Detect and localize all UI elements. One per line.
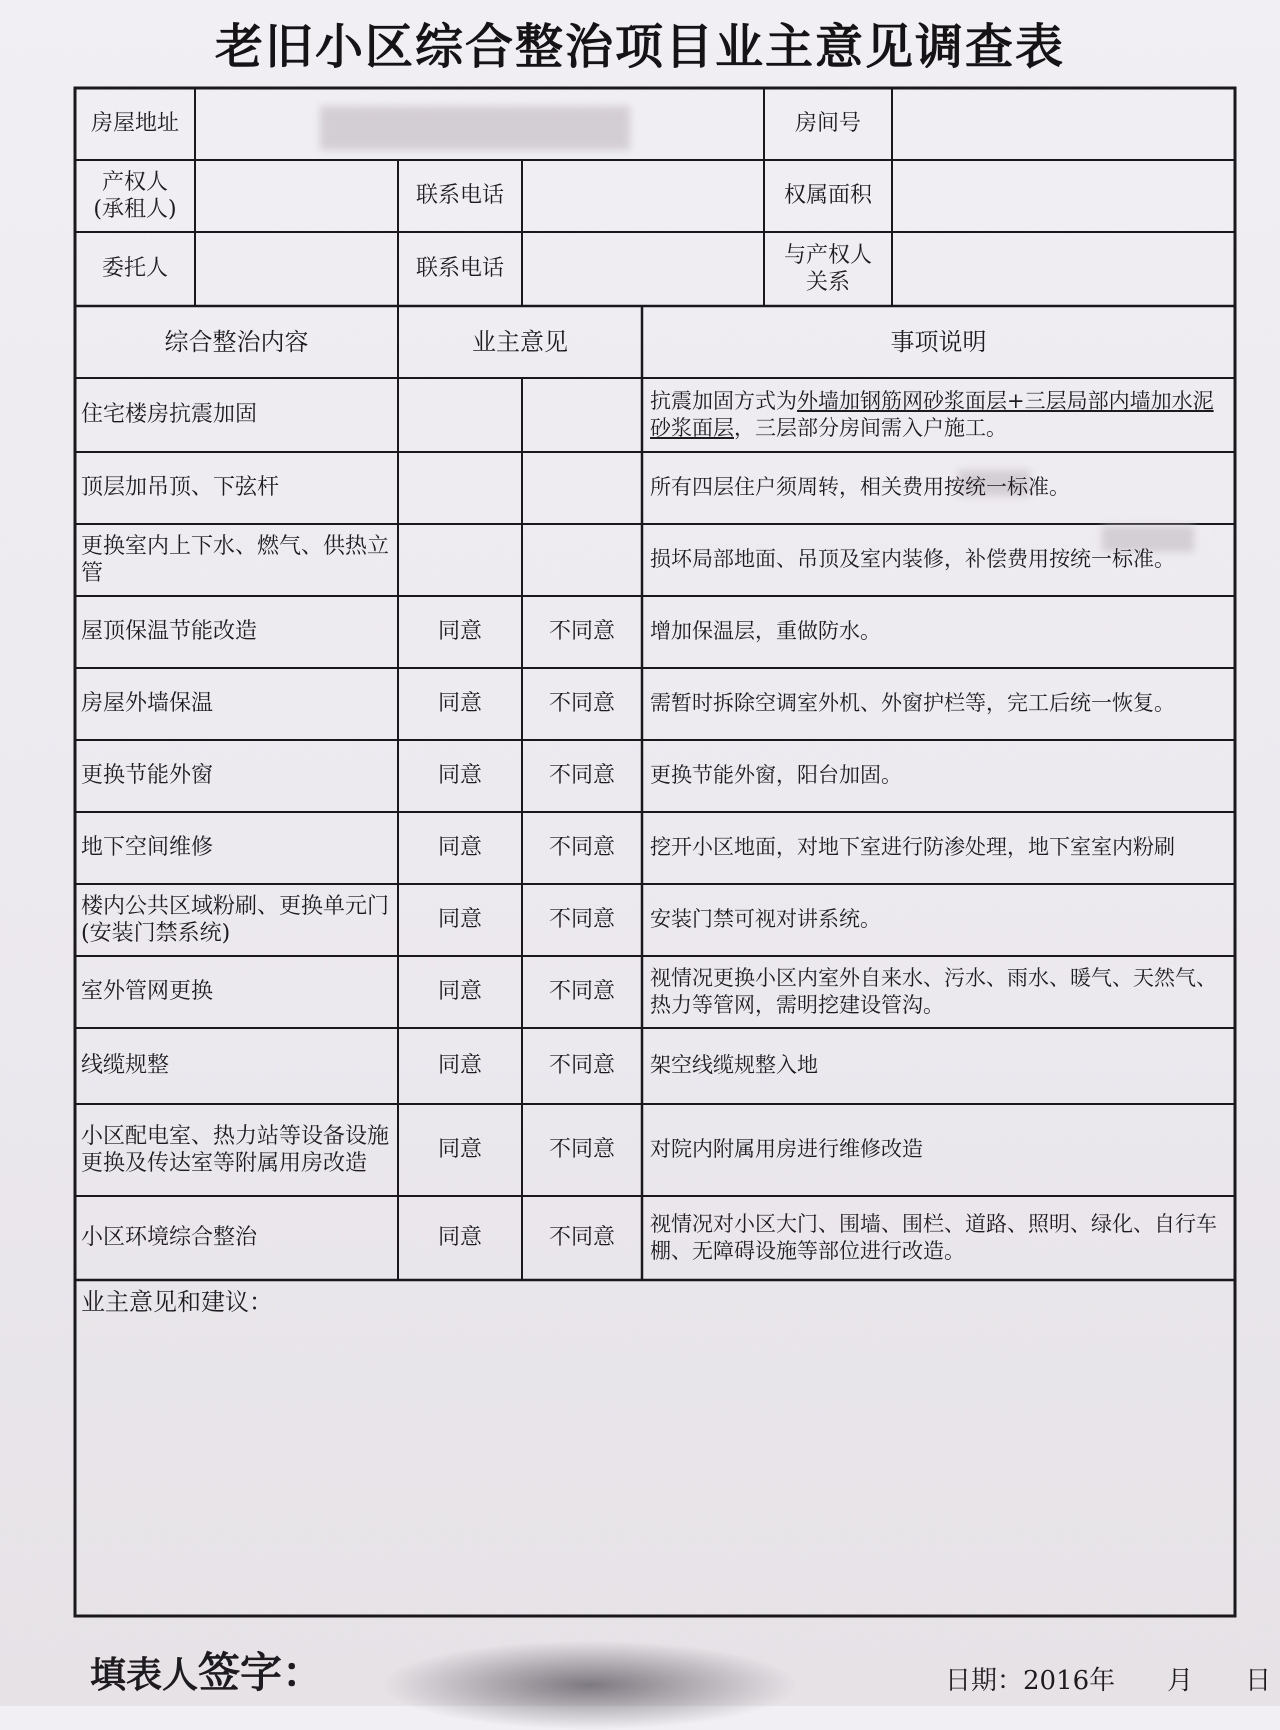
agree-option[interactable]: 同意 — [437, 763, 482, 789]
delegate-field[interactable] — [195, 232, 398, 306]
signature-label-a: 填表人 — [90, 1654, 199, 1696]
disagree-option[interactable]: 不同意 — [548, 1137, 615, 1163]
note-text-a: 损坏局部地面、吊顶及室内装修，补偿费用按 — [650, 547, 1070, 572]
item-note — [642, 1196, 1235, 1280]
column-header-content: 综合整治内容 — [164, 328, 309, 356]
date-label: 日期：2016年 月 日 — [945, 1666, 1272, 1696]
item-note — [642, 740, 1235, 812]
item-label: 小区环境综合整治 — [81, 1225, 258, 1251]
disagree-option[interactable]: 不同意 — [548, 691, 615, 717]
relation-label-line1: 与产权人 — [783, 242, 872, 268]
item-label: 线缆规整 — [81, 1053, 170, 1079]
item-label: 住宅楼房抗震加固 — [81, 402, 258, 428]
note-text-a: 对院内附属用房进行维修改造 — [650, 1137, 923, 1162]
note-text — [650, 762, 902, 789]
item-note — [642, 884, 1235, 956]
agree-option[interactable] — [398, 452, 522, 524]
item-note — [642, 812, 1235, 884]
item-note — [642, 1028, 1235, 1104]
agree-option[interactable]: 同意 — [437, 691, 482, 717]
item-label: 地下空间维修 — [81, 835, 214, 861]
phone-label-2: 联系电话 — [415, 256, 504, 282]
item-note — [642, 452, 1235, 524]
note-text — [650, 690, 1175, 717]
item-note — [642, 524, 1235, 596]
agree-option[interactable] — [398, 378, 522, 452]
item-label: 更换室内上下水、燃气、供热立管 — [81, 533, 390, 586]
photo-shadow — [380, 1640, 800, 1730]
note-text-a: 挖开小区地面，对地下室进行防渗处理，地下室室内粉刷 — [650, 835, 1175, 860]
item-label: 屋顶保温节能改造 — [81, 619, 258, 645]
disagree-option[interactable]: 不同意 — [548, 763, 615, 789]
note-text-a: 所有四层住户须周转，相关费用按 — [650, 475, 965, 500]
note-text-b: ，三层部分房间需入户施工。 — [734, 416, 1007, 440]
agree-option[interactable]: 同意 — [437, 1225, 482, 1251]
note-text — [650, 1136, 923, 1163]
agree-option[interactable]: 同意 — [437, 1053, 482, 1079]
agree-option[interactable]: 同意 — [437, 979, 482, 1005]
agree-option[interactable]: 同意 — [437, 907, 482, 933]
note-text-underlined: 外墙加钢筋网砂浆面层+三层局部内墙加水泥砂浆面层 — [650, 388, 1214, 440]
phone-field[interactable] — [522, 160, 764, 232]
note-text-a: 视情况更换小区内室外自来水、污水、雨水、暖气、天然气、热力等管网，需明挖建设管沟。 — [650, 965, 1217, 1017]
relation-label — [764, 232, 892, 306]
disagree-option[interactable] — [522, 524, 642, 596]
item-label: 顶层加吊顶、下弦杆 — [81, 475, 280, 501]
room-label: 房间号 — [794, 111, 861, 137]
delegate-label: 委托人 — [101, 256, 168, 282]
note-text — [650, 546, 1175, 573]
agree-option[interactable]: 同意 — [437, 619, 482, 645]
suggestion-field[interactable] — [80, 1324, 1230, 1609]
disagree-option[interactable] — [522, 378, 642, 452]
agree-option[interactable]: 同意 — [437, 1137, 482, 1163]
item-note — [642, 378, 1235, 452]
note-text-a: 抗震加固方式为 — [650, 388, 797, 413]
address-field[interactable] — [195, 88, 764, 160]
note-text-a: 视情况对小区大门、围墙、围栏、道路、照明、绿化、自行车棚、无障碍设施等部位进行改造。 — [650, 1211, 1217, 1263]
item-label: 更换节能外窗 — [81, 763, 214, 789]
owner-label-line2: (承租人) — [93, 197, 177, 222]
note-text — [650, 834, 1175, 861]
phone-label: 联系电话 — [415, 183, 504, 209]
signature-label-b: 签字： — [198, 1648, 325, 1697]
note-text-b: 统一标准。 — [1070, 547, 1175, 572]
note-text — [650, 906, 881, 933]
item-note — [642, 596, 1235, 668]
relation-field[interactable] — [892, 232, 1235, 306]
owner-label-line1: 产权人 — [101, 169, 168, 195]
note-text — [650, 1052, 818, 1079]
note-text — [650, 965, 1227, 1020]
note-text-a: 架空线缆规整入地 — [650, 1053, 818, 1078]
agree-option[interactable] — [398, 524, 522, 596]
note-text-b: 统一标准。 — [965, 475, 1070, 500]
disagree-option[interactable]: 不同意 — [548, 979, 615, 1005]
item-note — [642, 668, 1235, 740]
note-text — [650, 388, 1227, 443]
note-text-a: 增加保温层，重做防水。 — [650, 619, 881, 644]
address-label: 房屋地址 — [90, 111, 179, 137]
relation-label-line2: 关系 — [805, 270, 850, 295]
disagree-option[interactable]: 不同意 — [548, 619, 615, 645]
item-note — [642, 956, 1235, 1028]
item-label: 房屋外墙保温 — [81, 691, 214, 717]
disagree-option[interactable]: 不同意 — [548, 1053, 615, 1079]
area-field[interactable] — [892, 160, 1235, 232]
phone-field-2[interactable] — [522, 232, 764, 306]
note-text — [650, 618, 881, 645]
note-text — [650, 1211, 1227, 1266]
signature-label — [90, 1640, 324, 1700]
column-header-notes: 事项说明 — [890, 328, 987, 356]
agree-option[interactable]: 同意 — [437, 835, 482, 861]
disagree-option[interactable] — [522, 452, 642, 524]
form-title: 老旧小区综合整治项目业主意见调查表 — [214, 19, 1065, 75]
disagree-option[interactable]: 不同意 — [548, 835, 615, 861]
note-text — [650, 474, 1070, 501]
owner-label — [75, 160, 195, 232]
suggestion-label: 业主意见和建议： — [81, 1288, 273, 1316]
column-header-opinion: 业主意见 — [472, 328, 568, 356]
disagree-option[interactable]: 不同意 — [548, 907, 615, 933]
note-text-a: 更换节能外窗，阳台加固。 — [650, 763, 902, 788]
item-note — [642, 1104, 1235, 1196]
owner-field[interactable] — [195, 160, 398, 232]
note-text-a: 需暂时拆除空调室外机、外窗护栏等，完工后统一恢复。 — [650, 691, 1175, 716]
disagree-option[interactable]: 不同意 — [548, 1225, 615, 1251]
note-text-a: 安装门禁可视对讲系统。 — [650, 907, 881, 932]
item-label: 楼内公共区域粉刷、更换单元门(安装门禁系统) — [81, 893, 390, 946]
item-label: 室外管网更换 — [81, 979, 214, 1005]
room-field[interactable] — [892, 88, 1235, 160]
area-label: 权属面积 — [783, 183, 872, 209]
item-label: 小区配电室、热力站等设备设施更换及传达室等附属用房改造 — [81, 1123, 390, 1176]
